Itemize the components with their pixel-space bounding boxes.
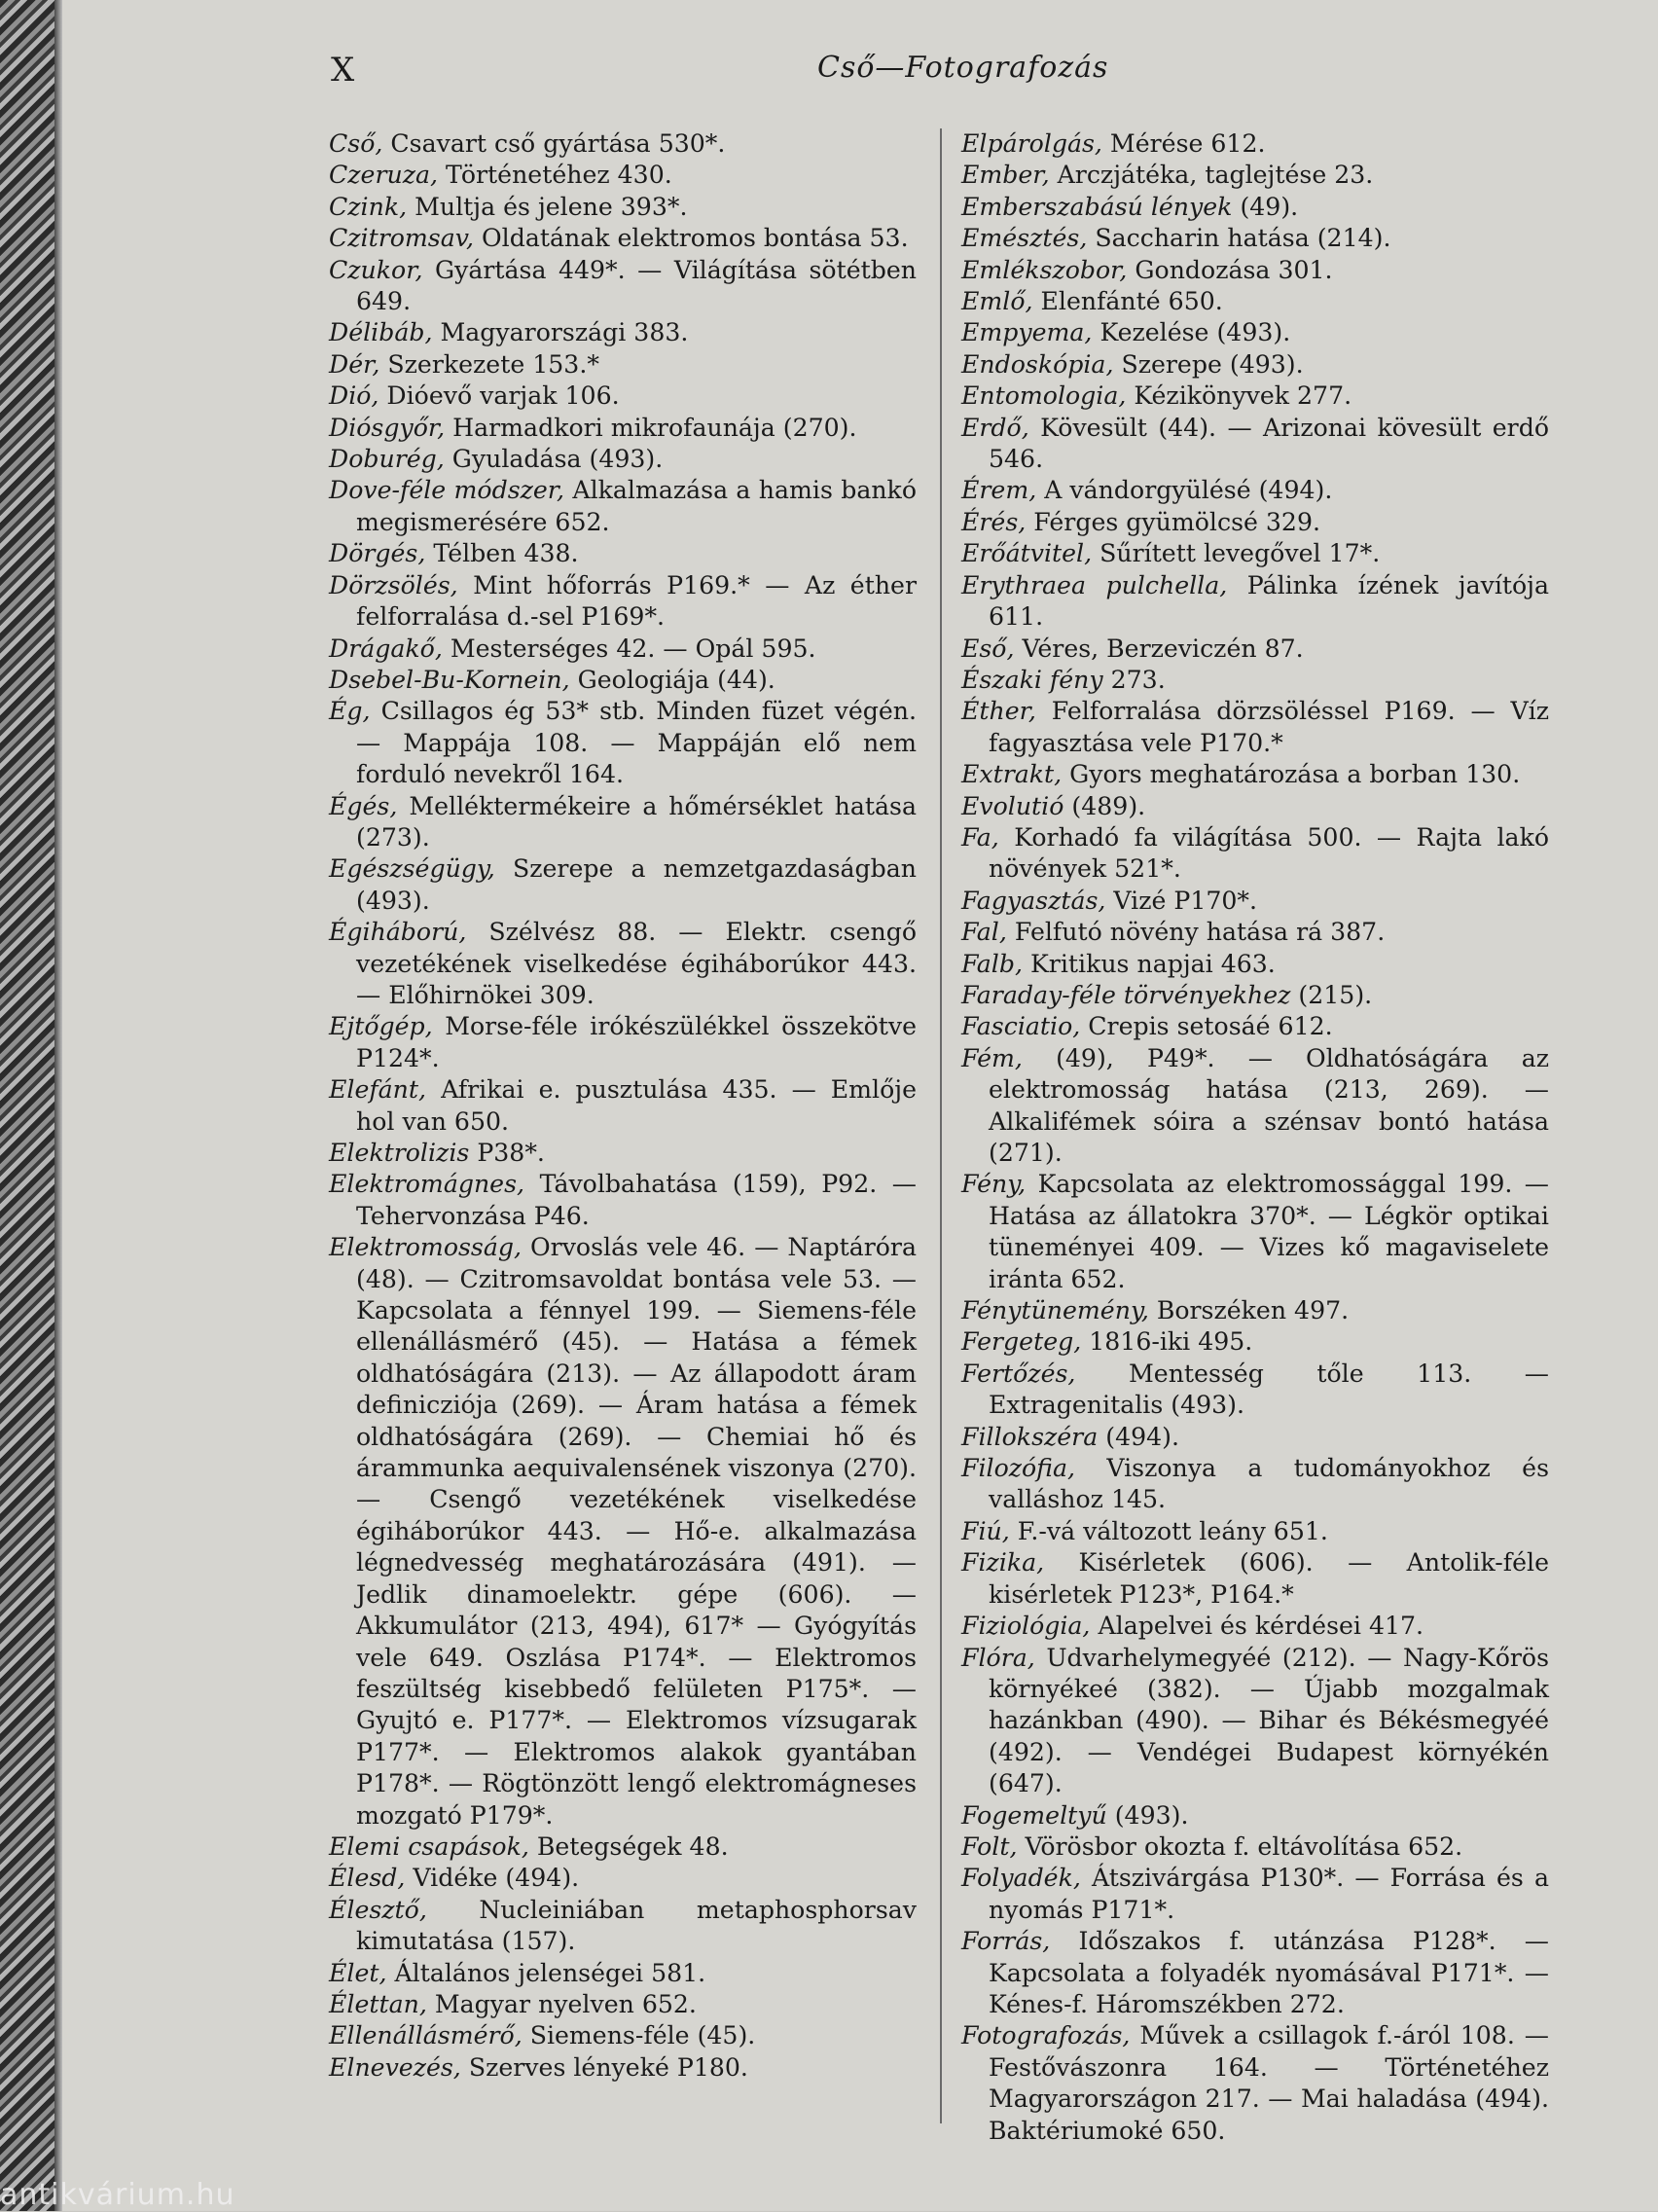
entry-headword: Folyadék, [961, 1864, 1081, 1893]
entry-text: Nucleiniában metaphosphorsav kimutatása (157). [356, 1895, 917, 1956]
entry-headword: Doburég, [329, 445, 445, 474]
index-entry [329, 160, 917, 191]
entry-text: A vándorgyülésé (494). [1036, 476, 1333, 505]
index-entry [961, 1011, 1549, 1042]
entry-headword: Érem, [961, 476, 1037, 505]
entry-headword: Élesd, [329, 1864, 406, 1893]
entry-text: Csillagos ég 53* stb. Minden füzet végén. — Mappája 108. — Mappáján elő nem forduló nevekről 164. [356, 697, 917, 789]
index-entry [961, 160, 1549, 191]
entry-text: Felfutó növény hatása rá 387. [1006, 918, 1386, 947]
entry-text: Csavart cső gyártása 530*. [382, 129, 726, 158]
entry-text: Kisérletek (606). — Antolik-féle kisérletek P123*, P164.* [989, 1548, 1549, 1609]
index-entry [961, 1359, 1549, 1422]
entry-text: Férges gyümölcsé 329. [1026, 507, 1320, 536]
entry-text: Művek a csillagok f.-áról 108. — Festővászonra 164. — Történetéhez Magyarországon 217. — Mai haladása (494). Baktériumoké 650. [989, 2021, 1549, 2145]
spine-edge [54, 0, 62, 2211]
index-entry [329, 349, 917, 381]
entry-headword: Fénytünemény, [961, 1296, 1149, 1325]
index-entry [961, 634, 1549, 665]
entry-headword: Fasciatio, [961, 1012, 1081, 1041]
entry-text: Crepis setosáé 612. [1080, 1012, 1333, 1041]
entry-text: Átszivárgása P130*. — Forrása és a nyomás P171*. [989, 1864, 1549, 1924]
entry-headword: Fény, [961, 1170, 1027, 1199]
index-entry [961, 286, 1549, 317]
index-entry [329, 1958, 917, 1989]
entry-headword: Czitromsav, [329, 224, 474, 253]
entry-text: Gyártása 449*. — Világítása sötétben 649. [356, 255, 917, 316]
entry-headword: Dörzsölés, [329, 570, 458, 599]
index-entry [329, 2052, 917, 2084]
index-entry [961, 1326, 1549, 1358]
entry-headword: Czukor, [329, 255, 423, 284]
entry-text: Szélvész 88. — Elektr. csengő vezetékének viselkedése égiháborúkor 443. — Előhirnökei 309. [356, 918, 917, 1009]
entry-headword: Diósgyőr, [329, 413, 446, 442]
entry-text: Magyar nyelven 652. [426, 1989, 697, 2018]
entry-text: Kézikönyvek 277. [1126, 381, 1352, 411]
entry-headword: Elektrolizis [329, 1139, 470, 1167]
entry-headword: Északi fény [961, 665, 1103, 694]
index-entry [961, 1643, 1549, 1800]
entry-text: Szerkezete 153.* [379, 349, 599, 379]
entry-headword: Fiú, [961, 1516, 1010, 1545]
index-column-left [329, 128, 917, 2084]
entry-headword: Égiháború, [329, 918, 467, 947]
index-entry [329, 128, 917, 160]
entry-headword: Élet, [329, 1958, 387, 1987]
entry-headword: Elpárolgás, [961, 129, 1102, 158]
entry-text: Vörösbor okozta f. eltávolítása 652. [1017, 1831, 1463, 1861]
entry-text: Kritikus napjai 463. [1022, 949, 1276, 978]
entry-text: Alapelvei és kérdései 417. [1090, 1612, 1424, 1641]
index-entry [961, 381, 1549, 412]
entry-text: Szerves lényeké P180. [460, 2052, 748, 2082]
entry-text: Alkalmazása a hamis bankó megismerésére 652. [356, 476, 917, 536]
entry-headword: Emlékszobor, [961, 255, 1128, 284]
entry-text: Gyors meghatározása a borban 130. [1062, 760, 1521, 789]
entry-text: Harmadkori mikrofaunája (270). [445, 413, 857, 442]
entry-text: (215). [1290, 980, 1373, 1009]
entry-headword: Erythraea pulchella, [961, 570, 1228, 599]
index-entry [329, 192, 917, 223]
entry-text: Szerepe (493). [1113, 349, 1304, 379]
entry-text: Mesterséges 42. — Opál 595. [442, 634, 816, 663]
index-entry [329, 413, 917, 444]
entry-text: Morse-féle irókészülékkel összekötve P124*. [356, 1012, 917, 1072]
entry-text: Gondozása 301. [1127, 255, 1333, 284]
entry-text: Viszonya a tudományokhoz és valláshoz 145. [989, 1454, 1549, 1514]
entry-text: (489). [1063, 791, 1146, 820]
index-entry [961, 822, 1549, 886]
index-entry [329, 634, 917, 665]
entry-text: Elenfánté 650. [1032, 287, 1223, 316]
entry-text: 273. [1102, 665, 1166, 694]
entry-headword: Ejtőgép, [329, 1012, 433, 1041]
index-entry [329, 475, 917, 538]
index-entry [961, 223, 1549, 254]
entry-headword: Flóra, [961, 1643, 1035, 1672]
entry-headword: Extrakt, [961, 760, 1063, 789]
entry-headword: Ember, [961, 161, 1050, 190]
entry-text: Gyuladása (493). [444, 445, 664, 474]
entry-text: Borszéken 497. [1148, 1296, 1350, 1325]
entry-text: Vidéke (494). [405, 1864, 580, 1893]
entry-text: Felforralása dörzsöléssel P169. — Víz fagyasztása vele P170.* [989, 697, 1549, 757]
entry-text: Siemens-féle (45). [522, 2021, 756, 2050]
entry-text: Oldatának elektromos bontása 53. [474, 224, 909, 253]
index-entry [961, 1169, 1549, 1295]
entry-text: P38*. [469, 1139, 545, 1167]
entry-headword: Evolutió [961, 791, 1064, 820]
entry-headword: Emlő, [961, 287, 1033, 316]
entry-text: F.-vá változott leány 651. [1009, 1516, 1328, 1545]
entry-headword: Forrás, [961, 1927, 1051, 1956]
entry-headword: Elektromosság, [329, 1233, 522, 1262]
entry-headword: Entomologia, [961, 381, 1127, 411]
entry-text: Télben 438. [425, 539, 579, 568]
entry-text: (493). [1106, 1800, 1189, 1830]
entry-text: Afrikai e. pusztulása 435. — Emlője hol van 650. [356, 1075, 917, 1136]
entry-headword: Czeruza, [329, 161, 439, 190]
index-entry [329, 1169, 917, 1232]
index-entry [961, 255, 1549, 286]
index-entry [961, 1453, 1549, 1516]
entry-text: Udvarhelymegyéé (212). — Nagy-Kőrös környékeé (382). — Újabb mozgalmak hazánkban (490). — Bihar és Békésmegyéé (492). — Vendégei Budapest környékén (647). [989, 1643, 1549, 1798]
entry-text: (49), P49*. — Oldhatóságára az elektromosság hatása (213, 269). — Alkalifémek sóira a szénsav bontó hatása (271). [989, 1043, 1549, 1167]
entry-headword: Drágakő, [329, 634, 443, 663]
page-header [272, 51, 1580, 90]
entry-text: Kezelése (493). [1092, 318, 1291, 347]
index-entry [329, 570, 917, 634]
entry-headword: Ég, [329, 697, 371, 726]
entry-text: Geologiája (44). [569, 665, 775, 694]
entry-headword: Czink, [329, 192, 408, 221]
entry-text: Vizé P170*. [1105, 886, 1258, 915]
entry-text: Kövesült (44). — Arizonai kövesült erdő 546. [989, 413, 1549, 474]
index-entry [329, 538, 917, 569]
entry-headword: Elnevezés, [329, 2052, 461, 2082]
entry-headword: Egészségügy, [329, 854, 495, 884]
entry-text: Véres, Berzeviczén 87. [1014, 634, 1304, 663]
entry-headword: Filozófia, [961, 1454, 1076, 1483]
index-entry [329, 1138, 917, 1169]
index-entry [961, 475, 1549, 506]
index-entry [961, 570, 1549, 634]
entry-text: Pálinka ízének javítója 611. [989, 570, 1549, 632]
index-entry [961, 1295, 1549, 1326]
entry-headword: Erőátvitel, [961, 539, 1093, 568]
entry-headword: Elemi csapások, [329, 1831, 529, 1861]
entry-headword: Eső, [961, 634, 1015, 663]
index-entry [961, 1422, 1549, 1453]
entry-headword: Fizika, [961, 1548, 1045, 1577]
index-entry [329, 223, 917, 254]
entry-headword: Emberszabású lények [961, 192, 1233, 221]
index-entry [329, 444, 917, 475]
index-entry [961, 1516, 1549, 1547]
index-entry [961, 1611, 1549, 1642]
entry-text: Arczjátéka, taglejtése 23. [1049, 161, 1374, 190]
index-entry [329, 1895, 917, 1958]
entry-text: Orvoslás vele 46. — Naptáróra (48). — Czitromsavoldat bontása vele 53. — Kapcsolata a fénnyel 199. — Siemens-féle ellenállásmérő (45). — Hatása a fémek oldhatóságára (213). — Az állapodott áram definicziója (269). — Áram hatása a fémek oldhatóságára (269). — Chemiai hő és árammunka aequivalensének viszonya (270). — Csengő vezetékének viselkedése égiháborúkor 443. — Hő-e. alkalmazása légnedvesség meghatározására (491). — Jedlik dinamoelektr. gépe (606). — Akkumulátor (213, 494), 617* — Gyógyítás vele 649. Oszlása P174*. — Elektromos feszültség kisebbedő felületen P175*. — Gyujtó e. P177*. — Elektromos vízsugarak P177*. — Elektromos alakok gyantában P178*. — Rögtönzött lengő elektromágneses mozgató P179*. [356, 1233, 917, 1830]
index-entry [961, 791, 1549, 822]
index-entry [961, 1800, 1549, 1831]
entry-text: Időszakos f. utánzása P128*. — Kapcsolata a folyadék nyomásával P171*. — Kénes-f. Háromszékben 272. [989, 1927, 1549, 2018]
entry-headword: Dove-féle módszer, [329, 476, 565, 505]
index-entry [961, 1831, 1549, 1863]
page-number: X [331, 51, 358, 90]
entry-headword: Dió, [329, 381, 379, 411]
index-entry [329, 1011, 917, 1074]
entry-headword: Fotografozás, [961, 2021, 1131, 2050]
entry-headword: Falb, [961, 949, 1023, 978]
index-entry [961, 538, 1549, 569]
entry-text: Távolbahatása (159), P92. — Tehervonzása P46. [356, 1170, 917, 1230]
index-entry [961, 317, 1549, 348]
entry-text: Dióevő varjak 106. [378, 381, 620, 411]
entry-text: Korhadó fa világítása 500. — Rajta lakó növények 521*. [989, 822, 1549, 884]
entry-headword: Fertőzés, [961, 1359, 1076, 1388]
index-entry [329, 1831, 917, 1863]
entry-headword: Folt, [961, 1831, 1018, 1861]
entry-text: Saccharin hatása (214). [1087, 224, 1391, 253]
entry-headword: Élesztő, [329, 1895, 427, 1924]
entry-text: Multja és jelene 393*. [407, 192, 688, 221]
entry-headword: Empyema, [961, 318, 1093, 347]
entry-text: Általános jelenségei 581. [386, 1958, 706, 1987]
index-entry [329, 1232, 917, 1831]
entry-text: (494). [1098, 1422, 1179, 1451]
entry-headword: Délibáb, [329, 318, 433, 347]
entry-text: Történetéhez 430. [438, 161, 672, 190]
entry-headword: Dörgés, [329, 539, 426, 568]
entry-headword: Fém, [961, 1043, 1023, 1072]
index-entry [961, 128, 1549, 160]
index-entry [329, 853, 917, 917]
index-entry [961, 1043, 1549, 1170]
entry-text: Mint hőforrás P169.* — Az éther felforralása d.-sel P169*. [356, 570, 917, 632]
entry-headword: Élettan, [329, 1989, 427, 2018]
index-entry [329, 1989, 917, 2020]
index-entry [961, 917, 1549, 948]
index-entry [961, 507, 1549, 538]
entry-headword: Égés, [329, 791, 398, 820]
entry-text: Szerepe a nemzetgazdaságban (493). [356, 854, 917, 915]
entry-headword: Ellenállásmérő, [329, 2021, 523, 2050]
index-entry [329, 665, 917, 696]
book-spine [0, 0, 54, 2211]
entry-headword: Faraday-féle törvényekhez [961, 980, 1291, 1009]
entry-text: Kapcsolata az elektromossággal 199. — Hatása az állatokra 370*. — Légkör optikai tüneményei 409. — Vizes kő magaviselete iránta 652. [989, 1170, 1549, 1293]
entry-text: Sűrített levegővel 17*. [1092, 539, 1381, 568]
entry-headword: Fillokszéra [961, 1422, 1099, 1451]
index-entry [961, 696, 1549, 759]
index-entry [961, 192, 1549, 223]
entry-headword: Cső, [329, 129, 383, 158]
entry-text: 1816-iki 495. [1081, 1327, 1253, 1357]
index-entry [961, 949, 1549, 980]
entry-text: Magyarországi 383. [432, 318, 689, 347]
index-entry [329, 2020, 917, 2051]
entry-text: Betegségek 48. [528, 1831, 729, 1861]
index-entry [329, 255, 917, 318]
index-entry [961, 886, 1549, 917]
entry-headword: Fiziológia, [961, 1612, 1091, 1641]
column-divider [940, 128, 942, 2123]
entry-text: Mérése 612. [1101, 129, 1266, 158]
index-entry [329, 1074, 917, 1138]
entry-headword: Fergeteg, [961, 1327, 1082, 1357]
index-entry [961, 759, 1549, 790]
entry-headword: Éther, [961, 697, 1036, 726]
entry-text: Melléktermékeire a hőmérséklet hatása (273). [356, 791, 917, 852]
entry-headword: Dsebel-Bu-Kornein, [329, 665, 570, 694]
index-entry [961, 980, 1549, 1011]
running-head: Cső—Fotografozás [817, 51, 1109, 85]
entry-text: (49). [1232, 192, 1299, 221]
entry-headword: Fagyasztás, [961, 886, 1106, 915]
index-entry [329, 1863, 917, 1894]
index-entry [329, 696, 917, 790]
index-entry [961, 2020, 1549, 2147]
watermark: antikvárium.hu [0, 2178, 235, 2212]
index-entry [329, 317, 917, 348]
index-entry [961, 349, 1549, 381]
entry-headword: Dér, [329, 349, 380, 379]
entry-headword: Elefánt, [329, 1075, 427, 1105]
index-entry [961, 1863, 1549, 1926]
index-entry [961, 1926, 1549, 2020]
index-entry [961, 1547, 1549, 1611]
index-entry [961, 413, 1549, 476]
entry-headword: Erdő, [961, 413, 1029, 442]
entry-headword: Fa, [961, 822, 999, 852]
entry-headword: Fogemeltyű [961, 1800, 1107, 1830]
entry-headword: Endoskópia, [961, 349, 1114, 379]
entry-headword: Emésztés, [961, 224, 1088, 253]
index-entry [961, 665, 1549, 696]
index-entry [329, 791, 917, 854]
entry-headword: Érés, [961, 507, 1027, 536]
entry-text: Mentesség tőle 113. — Extragenitalis (493). [989, 1359, 1549, 1420]
entry-headword: Fal, [961, 918, 1007, 947]
entry-headword: Elektromágnes, [329, 1170, 525, 1199]
index-entry [329, 917, 917, 1011]
index-entry [329, 381, 917, 412]
index-column-right [961, 128, 1549, 2147]
